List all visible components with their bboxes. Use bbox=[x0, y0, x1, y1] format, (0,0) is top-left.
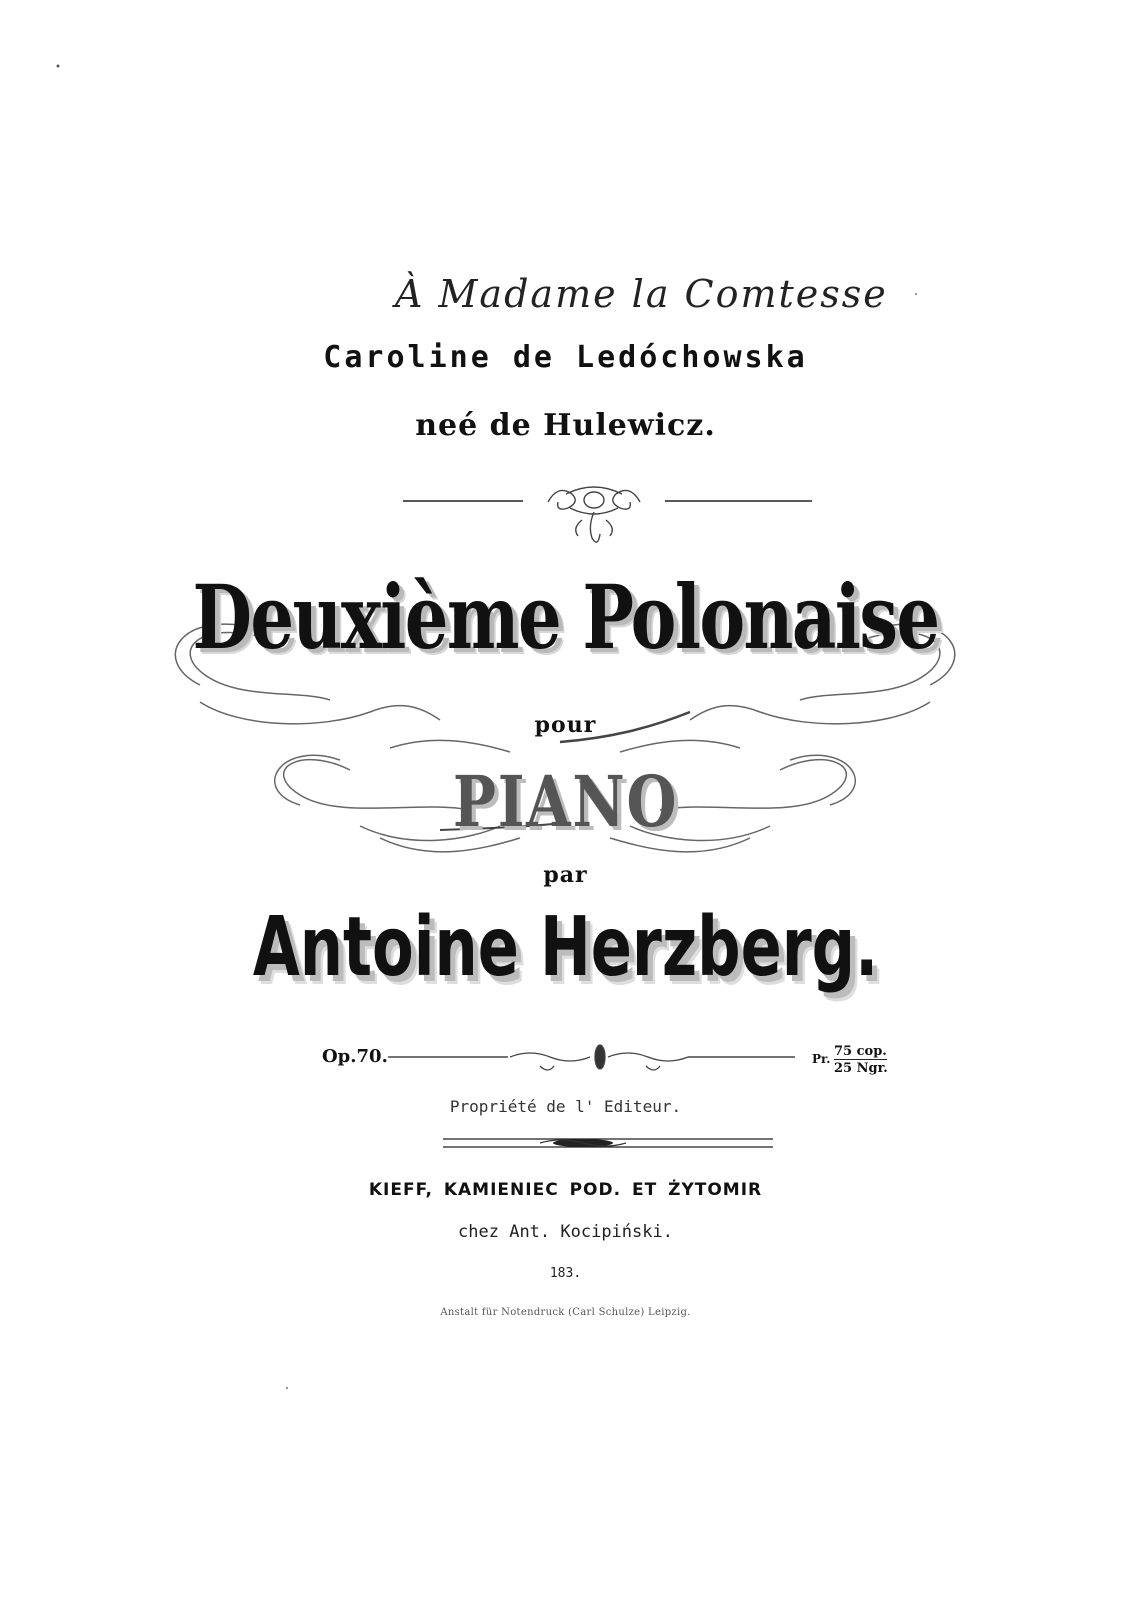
publisher-ornament bbox=[540, 1139, 626, 1147]
printer-credit: Anstalt für Notendruck (Carl Schulze) Leipzig. bbox=[440, 1307, 691, 1318]
publisher-cities: KIEFF, KAMIENIEC POD. ET ŻYTOMIR bbox=[368, 1180, 763, 1200]
opus-ornament bbox=[510, 1045, 688, 1070]
vignette-ornament bbox=[548, 487, 640, 542]
dedication-line-3: neé de Hulewicz. bbox=[415, 408, 716, 443]
composer-name: Antoine Herzberg. bbox=[252, 900, 879, 995]
main-title: Deuxième Polonaise bbox=[192, 565, 939, 669]
price-label: Pr. bbox=[812, 1052, 831, 1066]
par-label: par bbox=[543, 862, 588, 888]
opus-number: Op.70. bbox=[322, 1046, 388, 1067]
speck bbox=[915, 293, 917, 295]
pour-label: pour bbox=[534, 712, 597, 738]
publisher-name: chez Ant. Kocipiński. bbox=[458, 1222, 673, 1242]
speck bbox=[286, 1387, 288, 1389]
instrument-label: PIANO bbox=[452, 760, 679, 843]
dedication-line-1: À Madame la Comtesse bbox=[395, 272, 888, 316]
dedication-line-2: Caroline de Ledóchowska bbox=[323, 340, 808, 375]
price-2: 25 Ngr. bbox=[834, 1061, 888, 1076]
price-1: 75 cop. bbox=[834, 1044, 887, 1059]
speck bbox=[57, 65, 60, 68]
propriete-notice: Propriété de l' Editeur. bbox=[449, 1097, 682, 1116]
plate-number: 183. bbox=[549, 1266, 582, 1281]
